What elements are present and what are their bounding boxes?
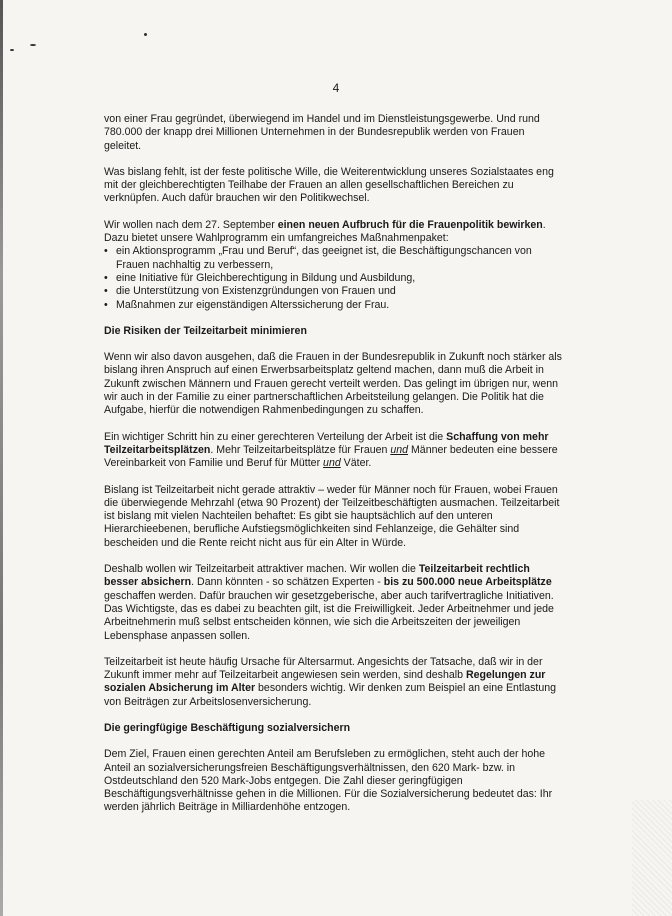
list-item: • ein Aktionsprogramm „Frau und Beruf“, das geeignet ist, die Beschäftigungschancen von Frauen nachhaltig zu verbessern,: [104, 245, 564, 272]
scan-speck: [10, 49, 14, 51]
scan-edge: [0, 0, 3, 916]
section-heading: Die Risiken der Teilzeitarbeit minimieren: [104, 324, 307, 337]
paragraph: Teilzeitarbeit ist heute häufig Ursache für Altersarmut. Angesichts der Tatsache, daß wir in der Zukunft immer mehr auf Teilzeitarbeit angewiesen sein werden, sind deshalb Regelungen zur sozialen Absicherung im Alter besonders wichtig. Wir denken zum Beispiel an eine Entlastung von Beiträgen zur Arbeitslosenversicherung.: [104, 655, 557, 708]
paragraph: Bislang ist Teilzeitarbeit nicht gerade attraktiv – weder für Männer noch für Frauen, wobei Frauen die überwiegende Mehrzahl (etwa 90 Prozent) der Teilzeitbeschäftigten ausmachen. Teilzeitarbeit ist bislang mit vielen Nachteilen behaftet: Es gibt sie hauptsächlich auf den unteren Hierarchieebenen, berufliche Aufstiegsmöglichkeiten sind Fehlanzeige, die Gehälter sind bescheiden und die Rente reicht nicht aus für ein Alter in Würde.: [104, 483, 560, 549]
page-number: 4: [332, 81, 340, 95]
measures-list: [104, 245, 564, 311]
list-item: • die Unterstützung von Existenzgründungen von Frauen und: [104, 285, 564, 298]
section-heading: Die geringfügige Beschäftigung sozialversichern: [104, 721, 351, 734]
paragraph: Dem Ziel, Frauen einen gerechten Anteil am Berufsleben zu ermöglichen, steht auch der hohe Anteil an sozialversicherungsfreien Beschäftigungsverhältnissen, den 620 Mark- bzw. in Ostdeutschland den 520 Mark-Jobs entgegen. Die Zahl dieser geringfügigen Beschäftigungsverhältnisse gehen in die Millionen. Für die Sozialversicherung bedeutet das: Ihr werden jährlich Beiträge in Milliardenhöhe entzogen.: [104, 748, 553, 814]
paragraph: Ein wichtiger Schritt hin zu einer gerechteren Verteilung der Arbeit ist die Schaffung von mehr Teilzeitarbeitsplätzen. Mehr Teilzeitarbeitsplätze für Frauen und Männer bedeuten eine bessere Vereinbarkeit von Familie und Beruf für Mütter und Väter.: [104, 430, 558, 470]
scan-speck: [30, 44, 36, 46]
paragraph: Wir wollen nach dem 27. September einen neuen Aufbruch für die Frauenpolitik bewirken. Dazu bietet unsere Wahlprogramm ein umfangreiches Maßnahmenpaket:: [104, 218, 546, 245]
body-text: [104, 113, 564, 828]
paragraph: Wenn wir also davon ausgehen, daß die Frauen in der Bundesrepublik in Zukunft noch stärker als bislang ihren Anspruch auf einen Erwerbsarbeitsplatz geltend machen, dann muß die Arbeit in Zukunft zwischen Männern und Frauen gerecht verteilt werden. Das gelingt im übrigen nur, wenn wir auch in der Familie zu einer partnerschaftlichen Arbeitsteilung gelangen. Die Politik hat die Aufgabe, hierfür die notwendigen Rahmenbedingungen zu schaffen.: [104, 351, 562, 417]
scan-noise: [632, 800, 672, 916]
paragraph: Was bislang fehlt, ist der feste politische Wille, die Weiterentwicklung unseres Sozialstaates eng mit der gleichberechtigten Teilhabe der Frauen an allen gesellschaftlichen Bereichen zu verknüpfen. Auch dafür brauchen wir den Politikwechsel.: [104, 165, 554, 205]
scan-speck: [144, 33, 147, 36]
list-item: • eine Initiative für Gleichberechtigung in Bildung und Ausbildung,: [104, 272, 564, 285]
list-item: • Maßnahmen zur eigenständigen Alterssicherung der Frau.: [104, 299, 564, 312]
paragraph: von einer Frau gegründet, überwiegend im Handel und im Dienstleistungsgewerbe. Und rund 780.000 der knapp drei Millionen Unternehmen in der Bundesrepublik werden von Frauen geleitet.: [104, 113, 540, 152]
paragraph: Deshalb wollen wir Teilzeitarbeit attraktiver machen. Wir wollen die Teilzeitarbeit rechtlich besser absichern. Dann könnten - so schätzen Experten - bis zu 500.000 neue Arbeitsplätze geschaffen werden. Dafür brauchen wir gesetzgeberische, aber auch tarifvertragliche Initiativen. Das Wichtigste, das es dabei zu beachten gilt, ist die Freiwilligkeit. Jeder Arbeitnehmer und jede Arbeitnehmerin muß selbst entscheiden können, wie sich die Arbeitszeiten der jeweiligen Lebensphase anpassen sollen.: [104, 563, 554, 642]
